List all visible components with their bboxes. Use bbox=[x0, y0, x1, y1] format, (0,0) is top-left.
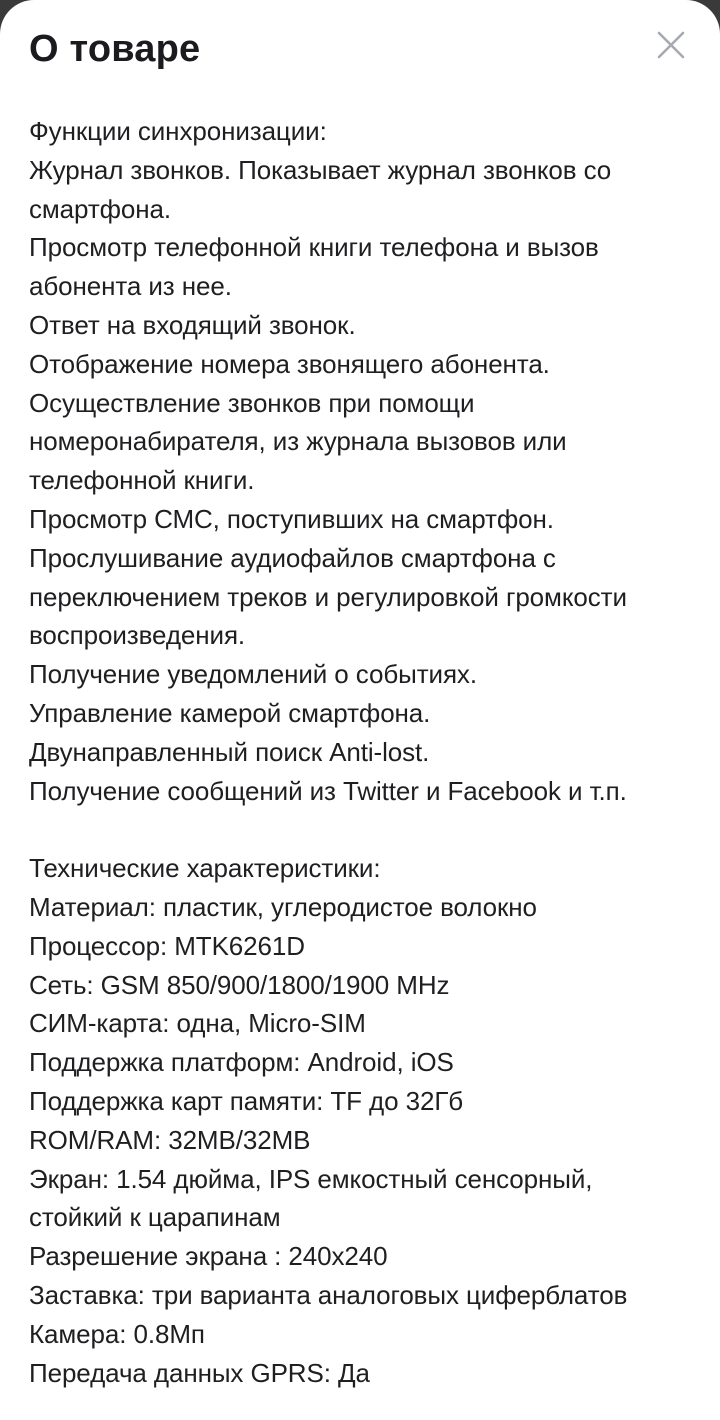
description-line: Управление камерой смартфона. bbox=[29, 697, 431, 728]
spec-line: Поддержка карт памяти: TF до 32Гб bbox=[29, 1085, 464, 1116]
spec-line: СИМ-карта: одна, Micro-SIM bbox=[29, 1008, 366, 1039]
sync-features bbox=[29, 112, 709, 810]
spec-line: Разрешение экрана : 240x240 bbox=[29, 1241, 388, 1272]
description-line: абонента из нее. bbox=[29, 271, 232, 302]
spec-line: Материал: пластик, углеродистое волокно bbox=[29, 891, 537, 922]
spec-line: стойкий к царапинам bbox=[29, 1202, 281, 1233]
sync-heading: Функции синхронизации: bbox=[29, 116, 327, 146]
description-line: Прослушивание аудиофайлов смартфона с bbox=[29, 542, 556, 573]
product-description bbox=[29, 112, 709, 1392]
description-line: телефонной книги. bbox=[29, 465, 255, 496]
spec-line: Камера: 0.8Мп bbox=[29, 1318, 205, 1349]
description-line: номеронабирателя, из журнала вызовов или bbox=[29, 426, 567, 457]
description-line: переключением треков и регулировкой громкости bbox=[29, 581, 627, 612]
description-line: воспроизведения. bbox=[29, 620, 246, 651]
spec-line: ROM/RAM: 32MB/32MB bbox=[29, 1124, 311, 1155]
spec-line: Экран: 1.54 дюйма, IPS емкостный сенсорный, bbox=[29, 1163, 593, 1194]
description-line: Получение уведомлений о событиях. bbox=[29, 659, 477, 690]
spec-line: Передача данных GPRS: Да bbox=[29, 1357, 370, 1388]
spec-line: Поддержка платформ: Android, iOS bbox=[29, 1047, 454, 1078]
description-line: Получение сообщений из Twitter и Facebook и т.п. bbox=[29, 775, 627, 806]
description-line: Просмотр телефонной книги телефона и вызов bbox=[29, 232, 599, 263]
specs-heading: Технические характеристики: bbox=[29, 853, 381, 884]
spec-line: Процессор: MTK6261D bbox=[29, 930, 305, 961]
tech-specs bbox=[29, 849, 709, 1392]
close-button[interactable] bbox=[652, 26, 690, 64]
description-line: Просмотр СМС, поступивших на смартфон. bbox=[29, 503, 554, 534]
description-line: Осуществление звонков при помощи bbox=[29, 387, 475, 418]
close-icon bbox=[652, 26, 690, 64]
spec-line: Заставка: три варианта аналоговых циферблатов bbox=[29, 1279, 628, 1310]
description-line: смартфона. bbox=[29, 193, 172, 224]
spec-line: Сеть: GSM 850/900/1800/1900 MHz bbox=[29, 969, 450, 1000]
description-line: Отображение номера звонящего абонента. bbox=[29, 348, 550, 379]
section-spacer bbox=[29, 810, 709, 849]
description-line: Ответ на входящий звонок. bbox=[29, 309, 356, 340]
description-line: Двунаправленный поиск Anti-lost. bbox=[29, 736, 430, 767]
description-line: Журнал звонков. Показывает журнал звонков со bbox=[29, 154, 612, 185]
page-title: О товаре bbox=[29, 28, 201, 70]
